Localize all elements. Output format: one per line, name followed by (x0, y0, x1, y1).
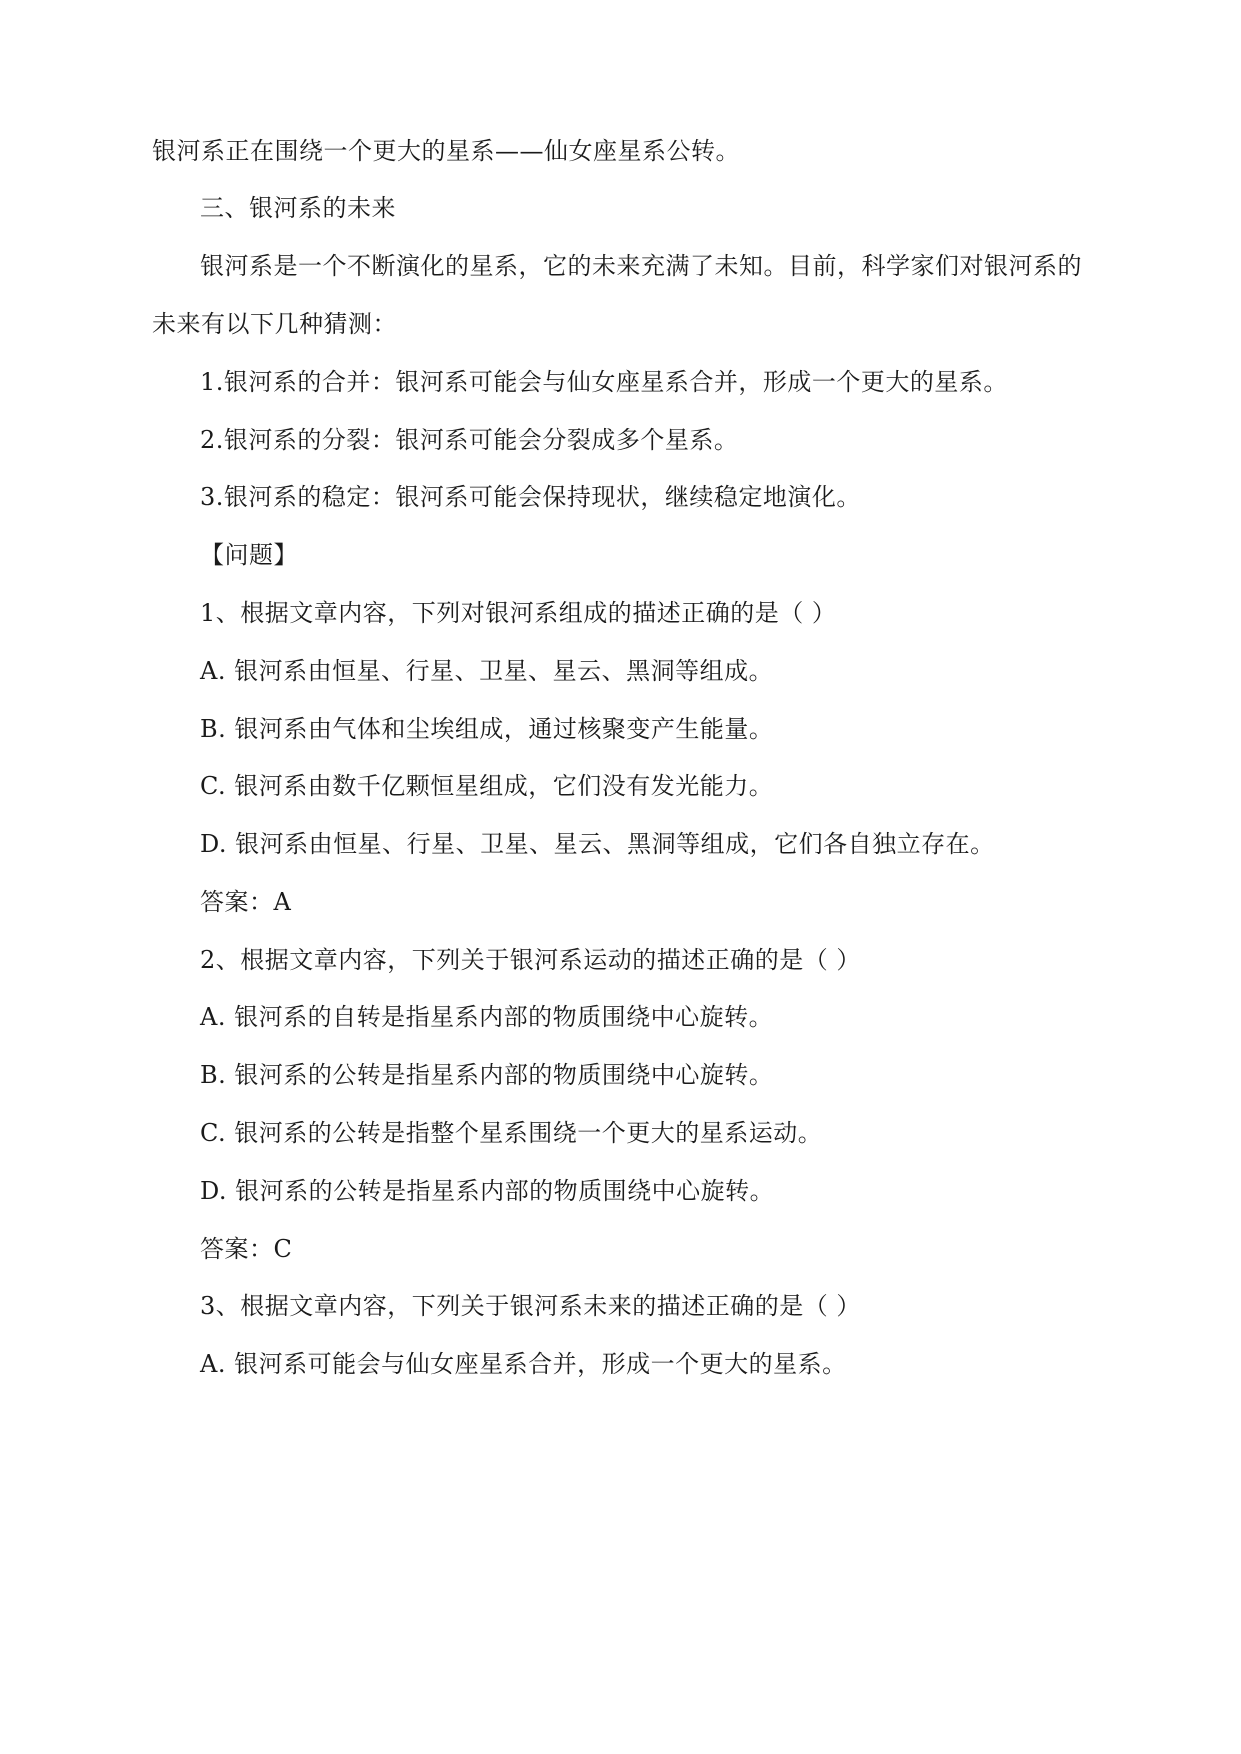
paragraph-line: 银河系正在围绕一个更大的星系——仙女座星系公转。 (152, 137, 740, 165)
answer-key: 答案：A (200, 888, 292, 916)
question: 3、根据文章内容，下列关于银河系未来的描述正确的是（ ） (200, 1292, 861, 1320)
answer-option: D. 银河系的公转是指星系内部的物质围绕中心旋转。 (200, 1177, 775, 1205)
answer-option: C. 银河系的公转是指整个星系围绕一个更大的星系运动。 (200, 1119, 823, 1147)
answer-key: 答案：C (200, 1235, 293, 1263)
question: 2、根据文章内容，下列关于银河系运动的描述正确的是（ ） (200, 946, 861, 974)
list-item: 3.银河系的稳定：银河系可能会保持现状，继续稳定地演化。 (200, 483, 861, 511)
answer-option: A. 银河系的自转是指星系内部的物质围绕中心旋转。 (200, 1003, 774, 1031)
answer-option: D. 银河系由恒星、行星、卫星、星云、黑洞等组成，它们各自独立存在。 (200, 830, 995, 858)
paragraph-line: 银河系是一个不断演化的星系，它的未来充满了未知。目前，科学家们对银河系的 (200, 252, 1082, 280)
list-item: 2.银河系的分裂：银河系可能会分裂成多个星系。 (200, 426, 739, 454)
answer-option: B. 银河系的公转是指星系内部的物质围绕中心旋转。 (200, 1061, 774, 1089)
answer-option: A. 银河系可能会与仙女座星系合并，形成一个更大的星系。 (200, 1350, 847, 1378)
section-heading: 三、银河系的未来 (200, 194, 396, 222)
question: 1、根据文章内容，下列对银河系组成的描述正确的是（ ） (200, 599, 837, 627)
answer-option: A. 银河系由恒星、行星、卫星、星云、黑洞等组成。 (200, 657, 774, 685)
answer-option: B. 银河系由气体和尘埃组成，通过核聚变产生能量。 (200, 715, 774, 743)
questions-heading: 【问题】 (200, 541, 298, 569)
answer-option: C. 银河系由数千亿颗恒星组成，它们没有发光能力。 (200, 772, 774, 800)
paragraph-line: 未来有以下几种猜测： (152, 310, 397, 338)
list-item: 1.银河系的合并：银河系可能会与仙女座星系合并，形成一个更大的星系。 (200, 368, 1008, 396)
